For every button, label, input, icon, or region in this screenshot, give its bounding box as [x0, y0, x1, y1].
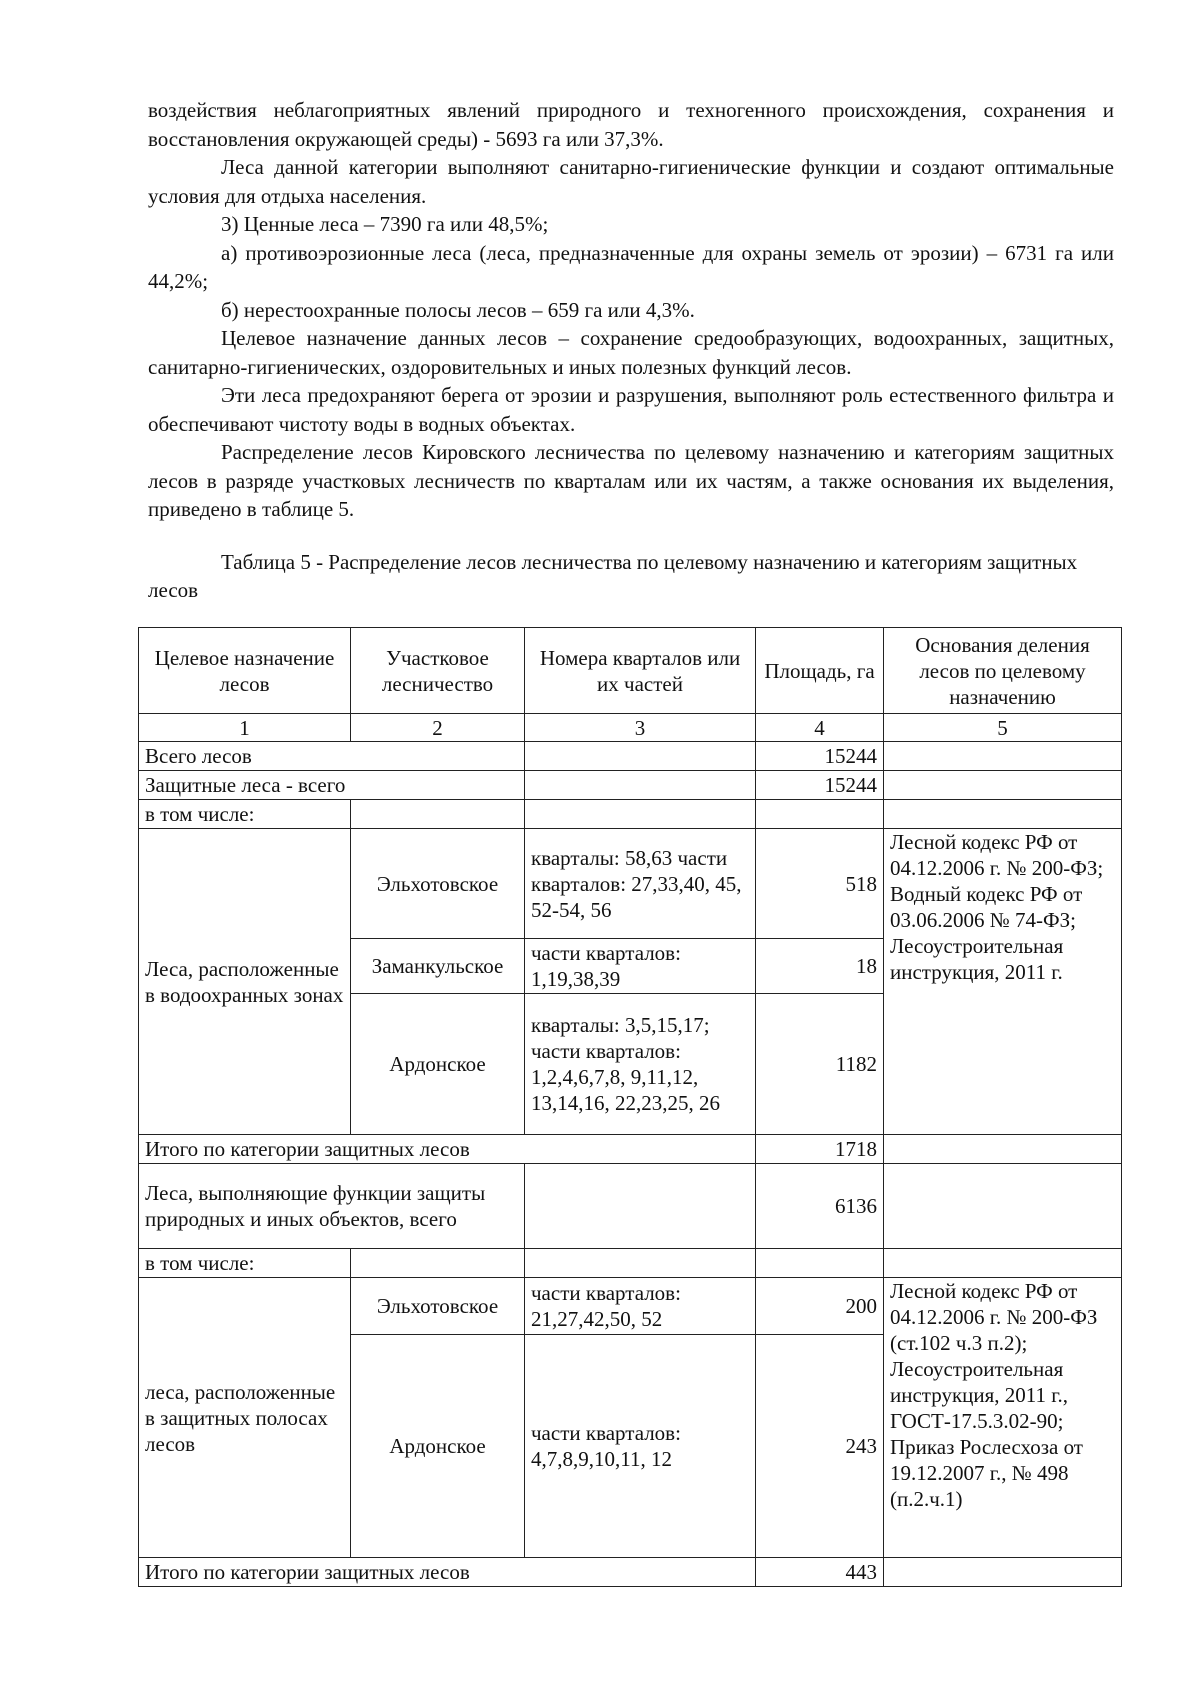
quarters-list: части кварталов: 1,19,38,39: [525, 939, 756, 994]
empty-cell: [884, 1558, 1122, 1587]
table-row: [139, 742, 1122, 771]
header-basis: Основания деления лесов по целевому назначению: [884, 628, 1122, 714]
empty-cell: [884, 771, 1122, 800]
empty-cell: [884, 1249, 1122, 1278]
col-number: 3: [525, 714, 756, 742]
protective-total-area: 15244: [756, 771, 884, 800]
paragraph: 3) Ценные леса – 7390 га или 48,5%;: [221, 212, 549, 236]
subtotal-label: Итого по категории защитных лесов: [139, 1558, 756, 1587]
header-quarters: Номера кварталов или их частей: [525, 628, 756, 714]
empty-cell: [525, 742, 756, 771]
subtotal-area: 1718: [756, 1135, 884, 1164]
district-name: Ардонское: [351, 994, 525, 1135]
paragraph: а) противоэрозионные леса (леса, предназначенные для охраны земель от эрозии) – 6731 га или 44,2%;: [148, 240, 1114, 293]
col-number: 4: [756, 714, 884, 742]
area-value: 1182: [756, 994, 884, 1135]
empty-cell: [756, 1249, 884, 1278]
area-value: 200: [756, 1278, 884, 1335]
legal-basis: Лесной кодекс РФ от 04.12.2006 г. № 200-ФЗ; Водный кодекс РФ от 03.06.2006 № 74-ФЗ; Лесоустроительная инструкция, 2011 г.: [884, 829, 1122, 1135]
protective-total-label: Защитные леса - всего: [139, 771, 525, 800]
empty-cell: [351, 1249, 525, 1278]
empty-cell: [351, 800, 525, 829]
total-forests-label: Всего лесов: [139, 742, 525, 771]
empty-cell: [884, 1135, 1122, 1164]
table-row: [139, 1164, 1122, 1249]
table-row: [139, 829, 1122, 939]
table-row: [139, 800, 1122, 829]
strips-category: леса, расположенные в защитных полосах лесов: [139, 1278, 351, 1558]
table-row: [139, 771, 1122, 800]
paragraph: Распределение лесов Кировского лесничества по целевому назначению и категориям защитных лесов в разряде участковых лесничеств по кварталам или их частям, а также основания их выделения, приведено в таблице 5.: [148, 440, 1114, 521]
col-number: 2: [351, 714, 525, 742]
header-area: Площадь, га: [756, 628, 884, 714]
area-value: 243: [756, 1335, 884, 1558]
empty-cell: [525, 1164, 756, 1249]
quarters-list: части кварталов: 4,7,8,9,10,11, 12: [525, 1335, 756, 1558]
protect-objects-label: Леса, выполняющие функции защиты природных и иных объектов, всего: [139, 1164, 525, 1249]
paragraph: б) нерестоохранные полосы лесов – 659 га или 4,3%.: [221, 297, 695, 322]
table-header-row: [139, 628, 1122, 714]
including-label: в том числе:: [139, 800, 351, 829]
header-purpose: Целевое назначение лесов: [139, 628, 351, 714]
forest-distribution-table: [138, 627, 1122, 1587]
total-forests-area: 15244: [756, 742, 884, 771]
paragraph: Леса данной категории выполняют санитарно-гигиенические функции и создают оптимальные условия для отдыха населения.: [148, 155, 1114, 208]
quarters-list: кварталы: 3,5,15,17; части кварталов: 1,2,4,6,7,8, 9,11,12, 13,14,16, 22,23,25, 26: [525, 994, 756, 1135]
table-caption: Таблица 5 - Распределение лесов лесничества по целевому назначению и категориям защитных лесов: [148, 550, 1078, 602]
subtotal-row: [139, 1558, 1122, 1587]
water-zone-category: Леса, расположенные в водоохранных зонах: [139, 829, 351, 1135]
district-name: Эльхотовское: [351, 1278, 525, 1335]
paragraph: воздействия неблагоприятных явлений природного и техногенного происхождения, сохранения и восстановления окружающей среды) - 5693 га или 37,3%.: [148, 98, 1114, 151]
paragraph: Целевое назначение данных лесов – сохранение средообразующих, водоохранных, защитных, санитарно-гигиенических, оздоровительных и иных полезных функций лесов.: [148, 326, 1114, 379]
subtotal-area: 443: [756, 1558, 884, 1587]
legal-basis: Лесной кодекс РФ от 04.12.2006 г. № 200-ФЗ (ст.102 ч.3 п.2); Лесоустроительная инструкция, 2011 г., ГОСТ-17.5.3.02-90; Приказ Рослесхоза от 19.12.2007 г., № 498 (п.2.ч.1): [884, 1278, 1122, 1558]
district-name: Заманкульское: [351, 939, 525, 994]
paragraph: Эти леса предохраняют берега от эрозии и разрушения, выполняют роль естественного фильтра и обеспечивают чистоту воды в водных объектах.: [148, 383, 1114, 436]
including-label: в том числе:: [139, 1249, 351, 1278]
empty-cell: [525, 800, 756, 829]
quarters-list: кварталы: 58,63 части кварталов: 27,33,40, 45, 52-54, 56: [525, 829, 756, 939]
table-row: [139, 1278, 1122, 1335]
subtotal-label: Итого по категории защитных лесов: [139, 1135, 756, 1164]
protect-objects-area: 6136: [756, 1164, 884, 1249]
empty-cell: [525, 1249, 756, 1278]
column-number-row: [139, 714, 1122, 742]
table-row: [139, 1249, 1122, 1278]
empty-cell: [884, 742, 1122, 771]
quarters-list: части кварталов: 21,27,42,50, 52: [525, 1278, 756, 1335]
body-text: [148, 96, 1114, 524]
col-number: 1: [139, 714, 351, 742]
header-district: Участковое лесничество: [351, 628, 525, 714]
empty-cell: [884, 1164, 1122, 1249]
area-value: 518: [756, 829, 884, 939]
empty-cell: [756, 800, 884, 829]
col-number: 5: [884, 714, 1122, 742]
empty-cell: [525, 771, 756, 800]
district-name: Ардонское: [351, 1335, 525, 1558]
district-name: Эльхотовское: [351, 829, 525, 939]
subtotal-row: [139, 1135, 1122, 1164]
area-value: 18: [756, 939, 884, 994]
empty-cell: [884, 800, 1122, 829]
